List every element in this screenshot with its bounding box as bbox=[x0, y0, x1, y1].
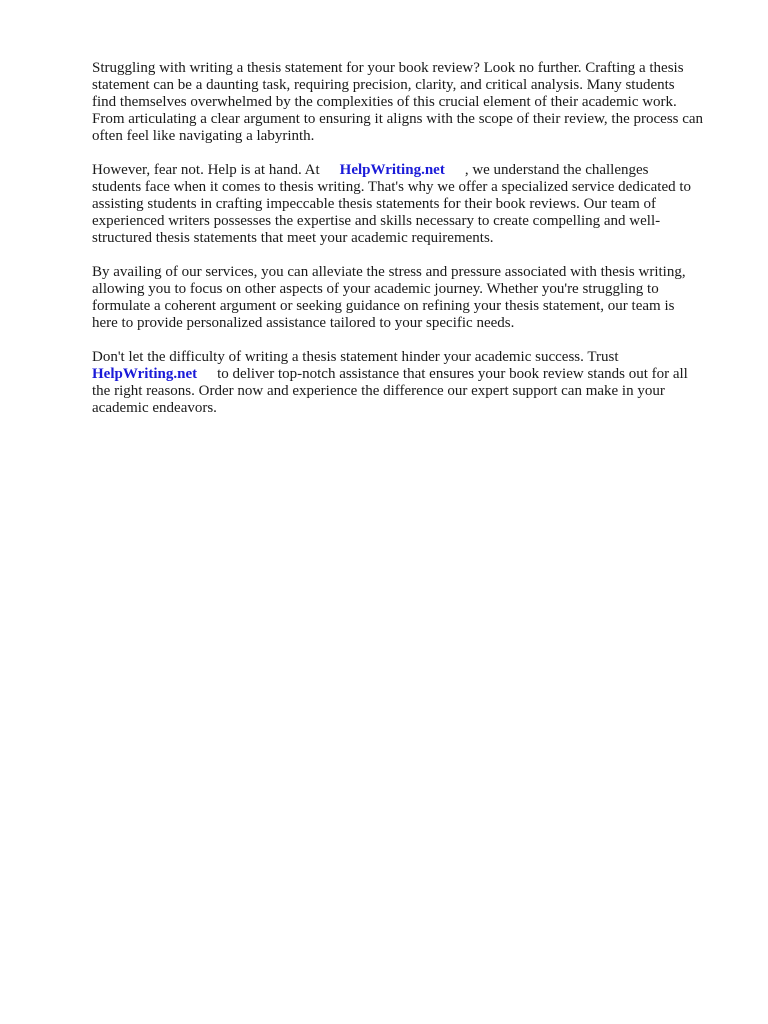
helpwriting-link[interactable]: HelpWriting.net bbox=[339, 162, 445, 178]
helpwriting-link-2[interactable]: HelpWriting.net bbox=[92, 366, 198, 382]
paragraph-intro: Struggling with writing a thesis statement for your book review? Look no further. Crafting a thesis statement can be a daunting task, requiring precision, clarity, and critical analysis. Many students find themselves overwhelmed by the complexities of this crucial element of their academic work. From articulating a clear argument to ensuring it aligns with the scope of their review, the process can often feel like navigating a labyrinth. bbox=[92, 60, 704, 144]
document-page bbox=[92, 60, 732, 434]
paragraph-services: By availing of our services, you can alleviate the stress and pressure associated with thesis writing, allowing you to focus on other aspects of your academic journey. Whether you're struggling to formulate a coherent argument or seeking guidance on refining your thesis statement, our team is here to provide personalized assistance tailored to your specific needs. bbox=[92, 264, 686, 331]
paragraph-trust-rest: to deliver top-notch assistance that ensures your book review stands out for all the right reasons. Order now and experience the difference our expert support can make in your academic endeavors. bbox=[92, 366, 688, 416]
paragraph-trust-lead: Don't let the difficulty of writing a thesis statement hinder your academic success. Trust bbox=[92, 349, 619, 365]
paragraph-help bbox=[92, 162, 732, 247]
paragraph-help-rest: , we understand the challenges students face when it comes to thesis writing. That's why we offer a specialized service dedicated to assisting students in crafting impeccable thesis statements for their book reviews. Our team of experienced writers possesses the expertise and skills necessary to create compelling and well- structured thesis statements that meet your academic requirements. bbox=[92, 162, 692, 246]
paragraph-trust bbox=[92, 349, 732, 417]
paragraph-help-lead: However, fear not. Help is at hand. At bbox=[92, 162, 320, 178]
